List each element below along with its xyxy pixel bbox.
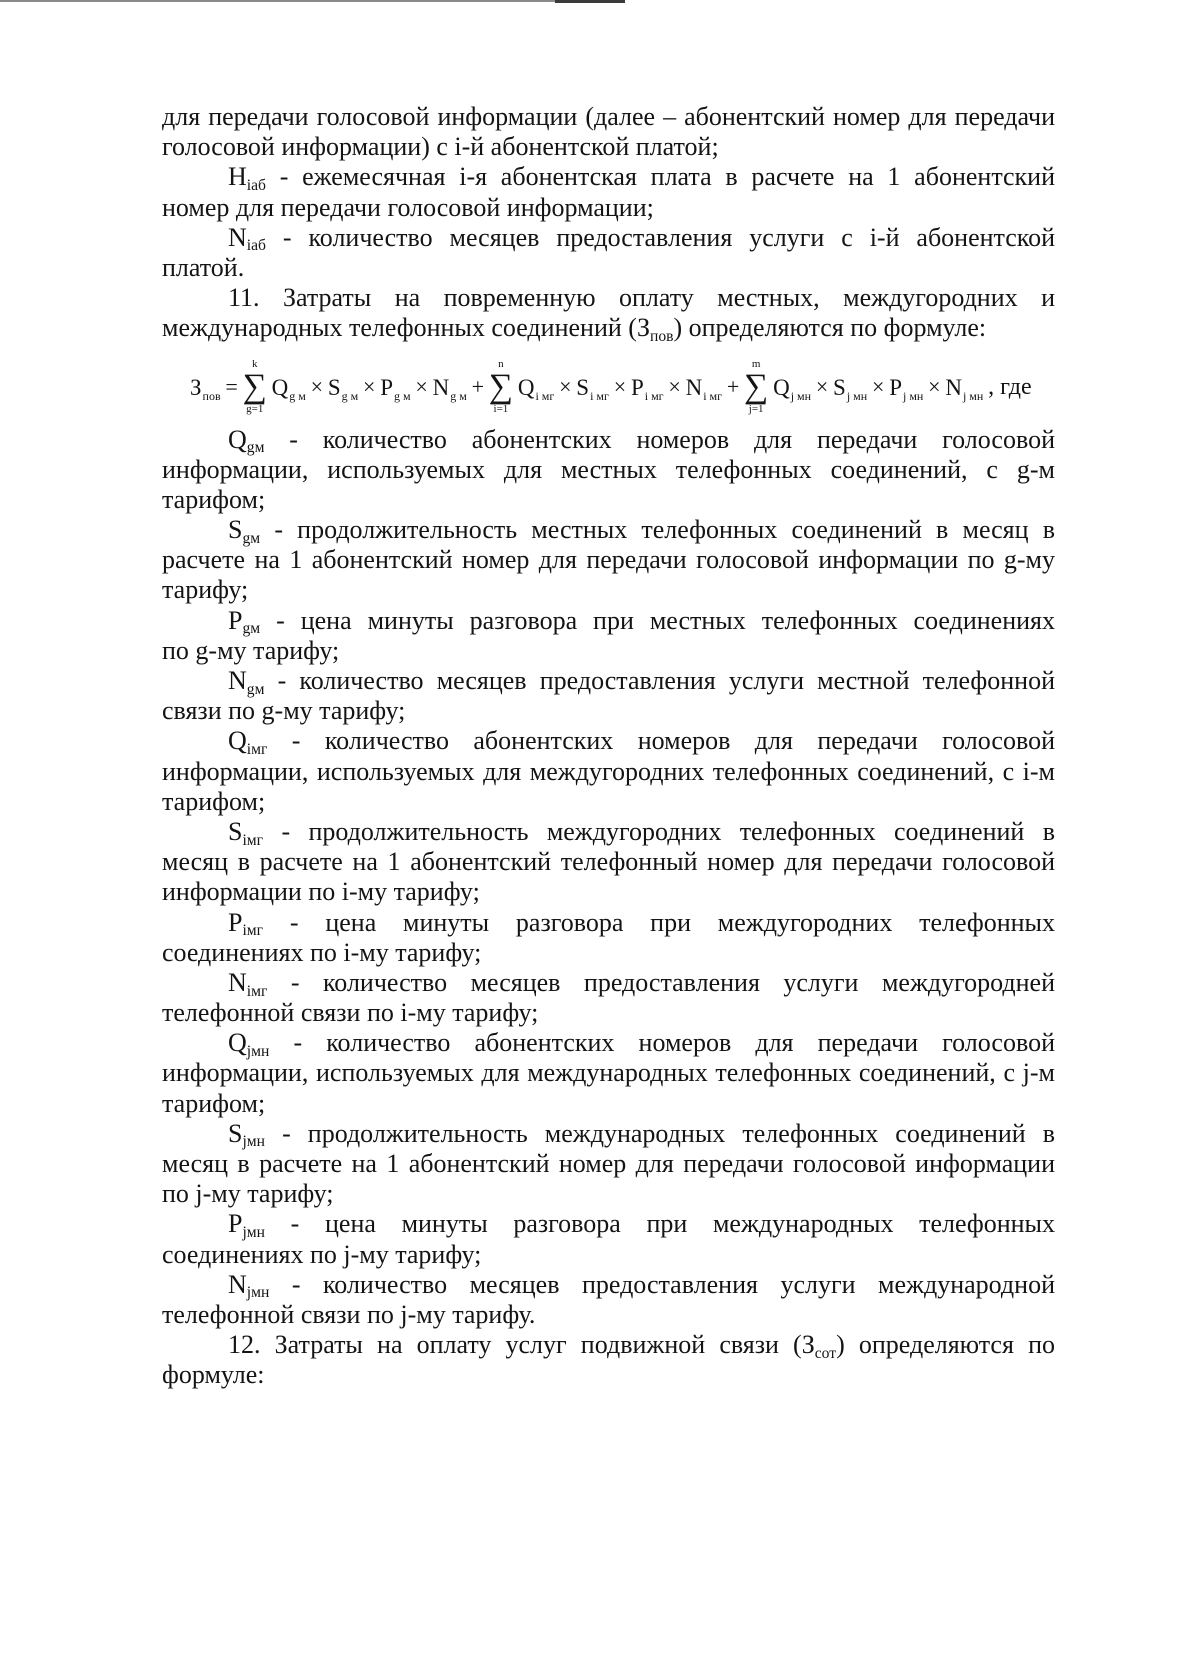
definition-line — [162, 787, 1055, 817]
factor-subscript: g м — [289, 388, 306, 403]
cost-symbol: З — [636, 313, 650, 343]
scan-edge-artifact — [0, 0, 625, 2]
definition-symbol-subscript: iмг — [246, 982, 268, 1000]
definition-line — [162, 666, 1055, 696]
factor-symbol: P — [630, 374, 644, 400]
definition-symbol: S — [228, 816, 243, 846]
definition-line — [162, 575, 1055, 605]
intro-line-1 — [162, 102, 1055, 132]
definition-symbol-subscript: gм — [242, 529, 261, 547]
formula-factor — [380, 374, 411, 403]
definition-symbol: P — [228, 605, 243, 635]
definition-line — [162, 636, 1055, 666]
definition-text: связи по g-му тарифу; — [162, 696, 406, 726]
definition-text: платой. — [162, 252, 245, 282]
definition-line — [162, 162, 1055, 195]
definition-text: информации по i-му тарифу; — [162, 877, 480, 907]
definition-symbol: N — [228, 666, 247, 695]
formula-times: × — [559, 374, 572, 399]
factor-symbol: Q — [773, 374, 790, 400]
definition-text: тарифу; — [162, 575, 249, 605]
formula-lhs — [190, 374, 221, 403]
definition-line — [162, 223, 1055, 253]
sum-upper-limit: k — [251, 358, 258, 370]
definition-text: - цена минуты разговора при международных телефонных — [265, 1209, 1055, 1239]
definition-line — [162, 847, 1055, 877]
formula-equals: = — [225, 374, 238, 399]
factor-symbol: S — [576, 374, 590, 400]
definition-text: тарифом; — [162, 1088, 266, 1118]
definition-symbol-subscript: iаб — [246, 237, 266, 255]
definition-line — [162, 817, 1055, 847]
factor-symbol: S — [327, 374, 341, 400]
intro-text: голосовой информации) с i-й абонентской платой; — [162, 132, 719, 162]
formula-times: × — [928, 374, 941, 399]
formula-factor — [576, 374, 609, 403]
definition-line — [162, 998, 1055, 1028]
formula-times: × — [613, 374, 627, 399]
intro-text: для передачи голосовой информации (далее – абонентский номер для передачи — [162, 102, 1055, 131]
definition-line — [162, 757, 1055, 787]
definition-symbol: N — [228, 967, 247, 997]
paragraph-11-line-2 — [162, 313, 1055, 343]
paragraph-text: международных телефонных соединений ( — [162, 313, 637, 343]
formula-factor — [889, 374, 924, 403]
factor-symbol: N — [685, 374, 703, 400]
formula-times: × — [415, 374, 428, 399]
formula-times: × — [668, 374, 681, 399]
factor-symbol: Q — [517, 374, 535, 400]
formula-sum — [489, 358, 513, 416]
sum-lower-limit: j=1 — [748, 403, 764, 415]
definition-text: соединениях по j-му тарифу; — [162, 1239, 482, 1269]
definition-symbol-subscript: gм — [246, 439, 265, 457]
definition-text: - количество абонентских номеров для передачи голосовой — [264, 424, 1055, 454]
definition-symbol: Q — [228, 1028, 247, 1058]
definition-text: - количество месяцев предоставления услуги междугородней — [267, 967, 1055, 997]
definition-text: - количество месяцев предоставления услуги с i-й абонентской — [265, 222, 1055, 252]
definition-text: информации, используемых для междугородних телефонных соединений, с i-м — [162, 756, 1055, 786]
definition-symbol-subscript: iмг — [242, 922, 264, 940]
formula-sum — [744, 358, 768, 416]
definition-text: - ежемесячная i-я абонентская плата в расчете на 1 абонентский — [265, 162, 1055, 192]
definition-line — [162, 1209, 1055, 1242]
definition-text: - цена минуты разговора при местных телефонных соединениях — [260, 605, 1055, 635]
factor-subscript: j мн — [790, 388, 812, 403]
definition-symbol: P — [228, 907, 243, 937]
sum-lower-limit: g=1 — [246, 403, 264, 415]
paragraph-text: ) определяются по — [836, 1330, 1055, 1360]
formula-factor — [630, 374, 664, 403]
definition-text: соединениях по i-му тарифу; — [162, 937, 482, 967]
sum-sign: ∑ — [488, 368, 514, 405]
paragraph-text: 12. Затраты на оплату услуг подвижной связи ( — [228, 1330, 802, 1360]
definition-text: - количество месяцев предоставления услуги местной телефонной — [264, 666, 1055, 695]
factor-symbol: S — [833, 374, 846, 400]
formula-factor — [833, 374, 868, 403]
definition-line — [162, 1270, 1055, 1300]
factor-subscript: g м — [341, 388, 359, 403]
paragraph-12-line-2 — [162, 1360, 1055, 1390]
scan-edge-artifact-dark — [555, 0, 625, 3]
paragraph-text: ) определяются по формуле: — [673, 313, 987, 343]
definition-text: по j-му тарифу; — [162, 1179, 334, 1209]
factor-symbol: P — [380, 374, 394, 400]
definition-text: - количество месяцев предоставления услуги международной — [269, 1269, 1055, 1299]
definition-symbol-subscript: iмг — [246, 741, 268, 759]
factor-subscript: j мн — [902, 388, 924, 403]
definition-line — [162, 1300, 1055, 1330]
definition-symbol-subscript: iмг — [242, 831, 264, 849]
definition-line — [162, 253, 1055, 283]
definition-symbol: Q — [228, 424, 247, 454]
definition-line — [162, 1179, 1055, 1209]
definition-symbol-subscript: gм — [242, 620, 261, 638]
definition-symbol: P — [228, 1209, 243, 1239]
definition-line — [162, 938, 1055, 968]
definition-text: - продолжительность междугородних телефонных соединений в — [263, 816, 1055, 846]
definition-line — [162, 455, 1055, 485]
intro-line-2 — [162, 132, 1055, 162]
sum-sign: ∑ — [242, 368, 267, 405]
definition-line — [162, 696, 1055, 726]
definition-symbol: Q — [228, 726, 247, 756]
formula — [190, 344, 1032, 425]
formula-factor — [327, 374, 359, 403]
factor-symbol: N — [945, 374, 962, 400]
factor-subscript: g м — [394, 388, 411, 403]
factor-symbol: Q — [271, 374, 289, 400]
formula-times: × — [815, 374, 829, 399]
definition-text: телефонной связи по i-му тарифу; — [162, 998, 539, 1028]
factor-subscript: i мг — [644, 388, 664, 403]
paragraph-text: формуле: — [162, 1360, 265, 1390]
factor-subscript: i мг — [590, 388, 609, 403]
definition-text: - количество абонентских номеров для передачи голосовой — [267, 726, 1055, 756]
formula-times: × — [871, 374, 885, 399]
formula-plus: + — [471, 374, 485, 399]
formula-times: × — [363, 374, 376, 399]
definition-text: - продолжительность международных телефонных соединений в — [265, 1118, 1055, 1148]
definition-line — [162, 1028, 1055, 1058]
definition-symbol-subscript: jмн — [242, 1133, 266, 1151]
definition-line — [162, 1089, 1055, 1119]
definition-text: тарифом; — [162, 786, 266, 816]
paragraph-12-line-1 — [162, 1330, 1055, 1360]
sum-upper-limit: m — [751, 358, 761, 370]
definition-text: месяц в расчете на 1 абонентский телефонный номер для передачи голосовой — [162, 847, 1055, 877]
factor-subscript: i мг — [703, 388, 723, 403]
definition-line — [162, 877, 1055, 907]
definition-line — [162, 193, 1055, 223]
factor-subscript: j мн — [962, 388, 984, 403]
definition-text: - цена минуты разговора при междугородних телефонных — [263, 907, 1055, 937]
formula-factor — [685, 374, 723, 403]
definition-line — [162, 1240, 1055, 1270]
definition-symbol-subscript: gм — [246, 680, 265, 698]
definition-symbol-subscript: jмн — [246, 1042, 270, 1060]
formula-factor — [773, 374, 812, 403]
definition-text: - продолжительность местных телефонных соединений в месяц в — [260, 515, 1055, 545]
definition-symbol: Н — [228, 162, 247, 192]
definition-symbol: N — [228, 1269, 247, 1299]
definition-symbol-subscript: iаб — [246, 177, 266, 195]
factor-symbol: N — [432, 374, 450, 400]
definition-text: информации, используемых для международных телефонных соединений, с j-м — [162, 1058, 1055, 1088]
formula-factor — [271, 374, 306, 403]
definition-line — [162, 726, 1055, 759]
factor-symbol: P — [889, 374, 902, 400]
definition-text: тарифом; — [162, 484, 266, 514]
formula-factor — [945, 374, 984, 403]
cost-symbol-subscript: пов — [649, 327, 674, 345]
definition-line — [162, 1119, 1055, 1149]
paragraph-11-line-1 — [162, 283, 1055, 313]
definition-line — [162, 1149, 1055, 1179]
definition-symbol-subscript: jмн — [242, 1224, 266, 1242]
formula-factor — [432, 374, 467, 403]
formula-factor — [517, 374, 555, 403]
definition-text: информации, используемых для местных телефонных соединений, с g-м — [162, 454, 1055, 484]
factor-subscript: g м — [450, 388, 467, 403]
paragraph-text: 11. Затраты на повременную оплату местных, междугородних и — [228, 283, 1055, 313]
sum-sign: ∑ — [744, 368, 769, 405]
document-page — [162, 102, 1055, 1391]
definition-line — [162, 425, 1055, 455]
definition-text: по g-му тарифу; — [162, 635, 340, 665]
factor-subscript: j мн — [846, 388, 868, 403]
cost-symbol: З — [801, 1330, 815, 1360]
definition-line — [162, 545, 1055, 575]
formula-lhs-symbol: З — [190, 374, 202, 400]
definition-symbol: N — [228, 222, 247, 252]
definition-text: телефонной связи по j-му тарифу. — [162, 1299, 536, 1329]
formula-times: × — [310, 374, 324, 399]
definition-line — [162, 968, 1055, 998]
definition-text: номер для передачи голосовой информации; — [162, 192, 654, 222]
sum-upper-limit: n — [498, 358, 504, 370]
definition-symbol: S — [228, 515, 243, 545]
definition-line — [162, 515, 1055, 545]
definition-line — [162, 606, 1055, 636]
definition-line — [162, 485, 1055, 515]
formula-sum — [243, 358, 267, 416]
formula-lhs-subscript: пов — [202, 388, 221, 403]
cost-symbol-subscript: сот — [814, 1344, 837, 1362]
definition-line — [162, 1058, 1055, 1088]
definition-line — [162, 908, 1055, 938]
factor-subscript: i мг — [535, 388, 555, 403]
formula-plus: + — [726, 374, 740, 399]
formula-tail: , где — [988, 374, 1032, 400]
definition-text: расчете на 1 абонентский номер для передачи голосовой информации по g-му — [162, 545, 1055, 575]
definition-text: - количество абонентских номеров для передачи голосовой — [269, 1028, 1055, 1058]
definition-symbol: S — [228, 1118, 243, 1148]
sum-lower-limit: i=1 — [493, 403, 509, 415]
definition-text: месяц в расчете на 1 абонентский номер для передачи голосовой информации — [162, 1149, 1055, 1178]
definition-symbol-subscript: jмн — [246, 1284, 270, 1302]
